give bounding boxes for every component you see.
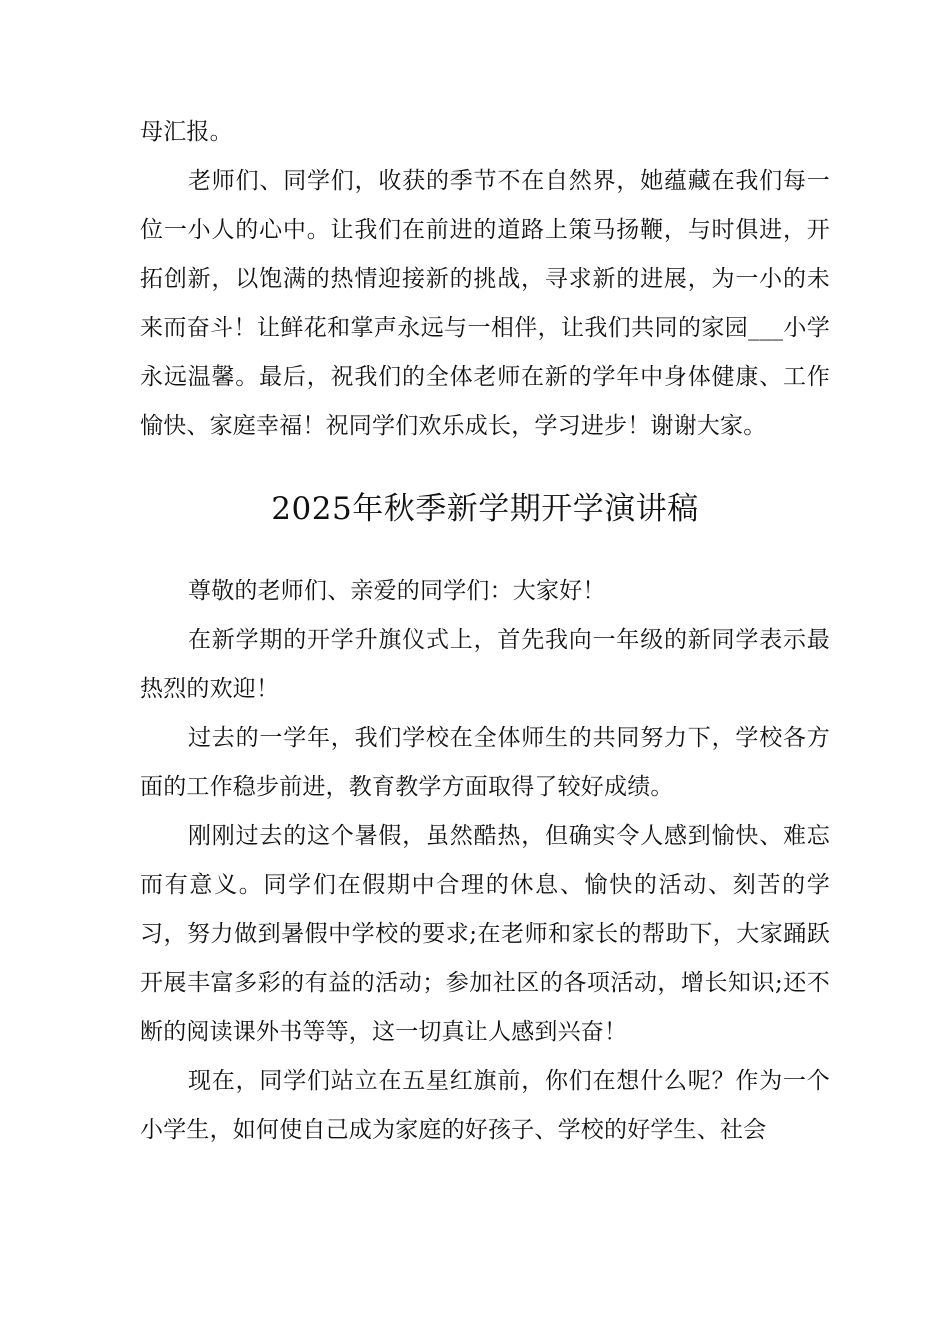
document-content [140,108,830,1155]
speech-title: 2025年秋季新学期开学演讲稿 [271,491,699,527]
greeting-paragraph: 尊敬的老师们、亲爱的同学们：大家好！ [188,578,606,604]
question-paragraph: 现在，同学们站立在五星红旗前，你们在想什么呢？作为一个小学生，如何使自己成为家庭的好孩子、学校的好学生、社会 [140,1068,830,1143]
welcome-paragraph: 在新学期的开学升旗仪式上，首先我向一年级的新同学表示最热烈的欢迎！ [140,627,830,702]
continued-paragraph: 母汇报。 [140,119,233,145]
closing-paragraph: 老师们、同学们，收获的季节不在自然界，她蕴藏在我们每一位一小人的心中。让我们在前进的道路上策马扬鞭，与时俱进，开拓创新，以饱满的热情迎接新的挑战，寻求新的进展，为一小的未来而奋斗！让鲜花和掌声永远与一相伴，让我们共同的家园___小学永远温馨。最后，祝我们的全体老师在新的学年中身体健康、工作愉快、家庭幸福！祝同学们欢乐成长，学习进步！谢谢大家。 [140,168,830,439]
review-paragraph: 过去的一学年，我们学校在全体师生的共同努力下，学校各方面的工作稳步前进，教育教学方面取得了较好成绩。 [140,725,830,800]
summer-paragraph: 刚刚过去的这个暑假，虽然酷热，但确实令人感到愉快、难忘而有意义。同学们在假期中合理的休息、愉快的活动、刻苦的学习，努力做到暑假中学校的要求;在老师和家长的帮助下，大家踊跃开展丰富多彩的有益的活动；参加社区的各项活动，增长知识;还不断的阅读课外书等等，这一切真让人感到兴奋！ [140,823,830,1045]
